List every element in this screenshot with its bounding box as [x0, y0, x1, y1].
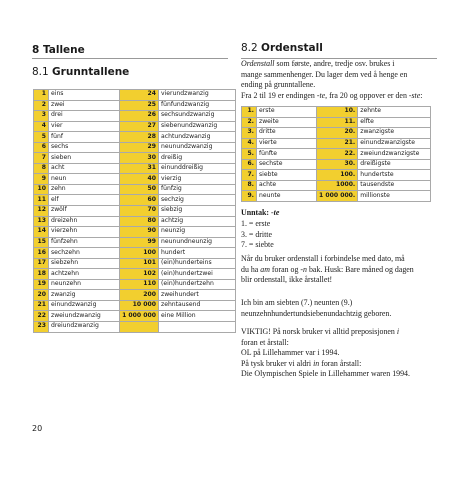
number-cell: 101 [120, 258, 159, 269]
word-cell: einundzwanzigste [358, 138, 431, 149]
word-cell: achtzig [159, 216, 236, 227]
number-cell: 8. [242, 180, 257, 191]
number-cell: 6 [34, 142, 49, 153]
word-cell: neunzig [159, 227, 236, 238]
number-cell: 21 [34, 300, 49, 311]
number-cell: 15 [34, 237, 49, 248]
number-cell: 13 [34, 216, 49, 227]
word-cell: vierte [257, 138, 317, 149]
number-cell: 25 [120, 100, 159, 111]
word-cell: zehnte [358, 107, 431, 118]
number-cell: 20. [317, 128, 358, 139]
word-cell: einunddreißig [159, 163, 236, 174]
number-cell: 31 [120, 163, 159, 174]
word-cell: vier [49, 121, 120, 132]
section-title: Grunntallene [52, 66, 130, 78]
ordinal-row [242, 191, 431, 202]
word-cell: millionste [358, 191, 431, 202]
cardinal-row [34, 111, 236, 122]
list-item: 1. = erste [241, 219, 271, 228]
cardinal-row [34, 279, 236, 290]
word-cell: tausendste [358, 180, 431, 191]
number-cell: 110 [120, 279, 159, 290]
word-cell: elf [49, 195, 120, 206]
number-cell [120, 322, 159, 333]
number-cell: 10. [317, 107, 358, 118]
cardinal-row [34, 311, 236, 322]
cardinal-row [34, 227, 236, 238]
number-cell: 90 [120, 227, 159, 238]
word-cell: dreiundzwanzig [49, 322, 120, 333]
word-cell: fünf [49, 132, 120, 143]
word-cell: fünfzehn [49, 237, 120, 248]
word-cell: dreißigste [358, 159, 431, 170]
section-title: Ordenstall [261, 42, 323, 54]
list-item: 3. = dritte [241, 229, 272, 239]
cardinal-numbers-table [33, 89, 236, 333]
intro-line: mange sammenhenger. Du lager dem ved å henge en [241, 69, 408, 79]
number-cell: 9. [242, 191, 257, 202]
cardinal-row [34, 153, 236, 164]
word-cell: (ein)hundertzehn [159, 279, 236, 290]
number-cell: 11 [34, 195, 49, 206]
word-cell: neunundzwanzig [159, 142, 236, 153]
number-cell: 12 [34, 206, 49, 217]
word-cell: sieben [49, 153, 120, 164]
number-cell: 3. [242, 128, 257, 139]
number-cell: 22. [317, 149, 358, 160]
word-cell: eins [49, 90, 120, 101]
cardinal-row [34, 121, 236, 132]
number-cell: 3 [34, 111, 49, 122]
cardinal-row [34, 300, 236, 311]
number-cell: 70 [120, 206, 159, 217]
cardinal-row [34, 206, 236, 217]
number-cell: 14 [34, 227, 49, 238]
word-cell: zwei [49, 100, 120, 111]
cardinal-row [34, 132, 236, 143]
cardinal-row [34, 216, 236, 227]
number-cell: 30 [120, 153, 159, 164]
cardinal-row [34, 90, 236, 101]
exception-heading: Unntak: -te [241, 208, 280, 217]
number-cell: 1 000 000 [120, 311, 159, 322]
word-cell: zwanzig [49, 290, 120, 301]
word-cell: vierundzwanzig [159, 90, 236, 101]
number-cell: 22 [34, 311, 49, 322]
ordinal-numbers-table [241, 106, 431, 202]
number-cell: 24 [120, 90, 159, 101]
cardinal-row [34, 142, 236, 153]
word-cell: neun [49, 174, 120, 185]
word-cell: acht [49, 163, 120, 174]
word-cell: achtundzwanzig [159, 132, 236, 143]
ordinal-row [242, 180, 431, 191]
number-cell: 5. [242, 149, 257, 160]
number-cell: 99 [120, 237, 159, 248]
word-cell: (ein)hunderteins [159, 258, 236, 269]
word-cell: zweiundzwanzig [49, 311, 120, 322]
word-cell: zweihundert [159, 290, 236, 301]
word-cell: vierzig [159, 174, 236, 185]
number-cell: 5 [34, 132, 49, 143]
number-cell: 100 [120, 248, 159, 259]
ordinal-row [242, 159, 431, 170]
word-cell: elfte [358, 117, 431, 128]
number-cell: 9 [34, 174, 49, 185]
word-cell: siebzehn [49, 258, 120, 269]
section-heading-ordenstall [241, 42, 323, 54]
number-cell: 40 [120, 174, 159, 185]
word-cell: zwölf [49, 206, 120, 217]
number-cell: 50 [120, 184, 159, 195]
term-ordenstall: Ordenstall [241, 59, 275, 68]
number-cell: 1 000 000. [317, 191, 358, 202]
list-item: 7. = siebte [241, 240, 274, 249]
important-paragraph: VIKTIG! På norsk bruker vi alltid preposisjonen i foran et årstall: OL på Lillehammer var i 1994. På tysk bruker vi aldri in foran årstall: Die Olympischen Spiele in Lillehammer waren 1994. [241, 327, 410, 378]
word-cell: eine Million [159, 311, 236, 322]
number-cell: 102 [120, 269, 159, 280]
word-cell: drei [49, 111, 120, 122]
word-cell: fünfzig [159, 184, 236, 195]
intro-line: Ordenstall som første, andre, tredje osv. brukes i [241, 59, 395, 68]
number-cell: 1000. [317, 180, 358, 191]
number-cell: 30. [317, 159, 358, 170]
word-cell: neunundneunzig [159, 237, 236, 248]
section-heading-grunntallene [32, 66, 129, 78]
number-cell: 7 [34, 153, 49, 164]
word-cell: fünfundzwanzig [159, 100, 236, 111]
number-cell: 26 [120, 111, 159, 122]
heading-rule-left [32, 58, 228, 59]
cardinal-row [34, 248, 236, 259]
cardinal-row [34, 290, 236, 301]
chapter-title: Tallene [42, 44, 85, 56]
word-cell: sechs [49, 142, 120, 153]
number-cell: 7. [242, 170, 257, 181]
cardinal-row [34, 237, 236, 248]
word-cell: sechzig [159, 195, 236, 206]
number-cell: 18 [34, 269, 49, 280]
word-cell: hundert [159, 248, 236, 259]
number-cell: 29 [120, 142, 159, 153]
section-number: 8.2 [241, 42, 258, 54]
number-cell: 2 [34, 100, 49, 111]
cardinal-row [34, 322, 236, 333]
word-cell: fünfte [257, 149, 317, 160]
number-cell: 1 [34, 90, 49, 101]
number-cell: 4 [34, 121, 49, 132]
ordinal-row [242, 128, 431, 139]
number-cell: 80 [120, 216, 159, 227]
chapter-heading [32, 44, 85, 56]
cardinal-row [34, 174, 236, 185]
word-cell: neunte [257, 191, 317, 202]
number-cell: 19 [34, 279, 49, 290]
word-cell: neunzehn [49, 279, 120, 290]
number-cell: 10 [34, 184, 49, 195]
word-cell: einundzwanzig [49, 300, 120, 311]
intro-paragraph [241, 59, 441, 101]
cardinal-row [34, 269, 236, 280]
word-cell: erste [257, 107, 317, 118]
number-cell: 100. [317, 170, 358, 181]
chapter-number: 8 [32, 44, 40, 56]
number-cell: 16 [34, 248, 49, 259]
word-cell: achte [257, 180, 317, 191]
number-cell: 11. [317, 117, 358, 128]
date-paragraph: Når du bruker ordenstall i forbindelse med dato, må du ha am foran og -n bak. Husk: Bare måned og dagen blir ordenstall, ikke årstallet! [241, 254, 414, 284]
word-cell: siebte [257, 170, 317, 181]
number-cell: 4. [242, 138, 257, 149]
ordinal-row [242, 149, 431, 160]
word-cell: dreißig [159, 153, 236, 164]
example-paragraph: Ich bin am siebten (7.) neunten (9.) neunzehnhundertundsiebenundachtzig geboren. [241, 298, 392, 318]
cardinal-row [34, 100, 236, 111]
number-cell: 17 [34, 258, 49, 269]
word-cell: zehn [49, 184, 120, 195]
word-cell: (ein)hundertzwei [159, 269, 236, 280]
cardinal-row [34, 195, 236, 206]
number-cell: 1. [242, 107, 257, 118]
word-cell: dritte [257, 128, 317, 139]
intro-line: ending på grunntallene. [241, 80, 316, 89]
page-number: 20 [32, 424, 43, 433]
number-cell: 8 [34, 163, 49, 174]
word-cell: zweite [257, 117, 317, 128]
ordinal-row [242, 117, 431, 128]
word-cell: siebenundzwanzig [159, 121, 236, 132]
number-cell: 21. [317, 138, 358, 149]
cardinal-row [34, 258, 236, 269]
number-cell: 6. [242, 159, 257, 170]
word-cell: zweiundzwanzigste [358, 149, 431, 160]
word-cell: zehntausend [159, 300, 236, 311]
number-cell: 2. [242, 117, 257, 128]
number-cell: 20 [34, 290, 49, 301]
word-cell: siebzig [159, 206, 236, 217]
number-cell: 60 [120, 195, 159, 206]
number-cell: 27 [120, 121, 159, 132]
cardinal-row [34, 184, 236, 195]
cardinal-row [34, 163, 236, 174]
exception-list [241, 219, 274, 251]
ordinal-row [242, 170, 431, 181]
section-number: 8.1 [32, 66, 49, 78]
word-cell: sechste [257, 159, 317, 170]
number-cell: 28 [120, 132, 159, 143]
word-cell: achtzehn [49, 269, 120, 280]
word-cell: zwanzigste [358, 128, 431, 139]
word-cell: hundertste [358, 170, 431, 181]
word-cell: sechsundzwanzig [159, 111, 236, 122]
ordinal-row [242, 107, 431, 118]
word-cell: vierzehn [49, 227, 120, 238]
word-cell: dreizehn [49, 216, 120, 227]
intro-line: Fra 2 til 19 er endingen -te, fra 20 og oppover er den -ste: [241, 90, 423, 100]
word-cell: sechzehn [49, 248, 120, 259]
ordinal-row [242, 138, 431, 149]
number-cell: 23 [34, 322, 49, 333]
word-cell [159, 322, 236, 333]
number-cell: 200 [120, 290, 159, 301]
number-cell: 10 000 [120, 300, 159, 311]
